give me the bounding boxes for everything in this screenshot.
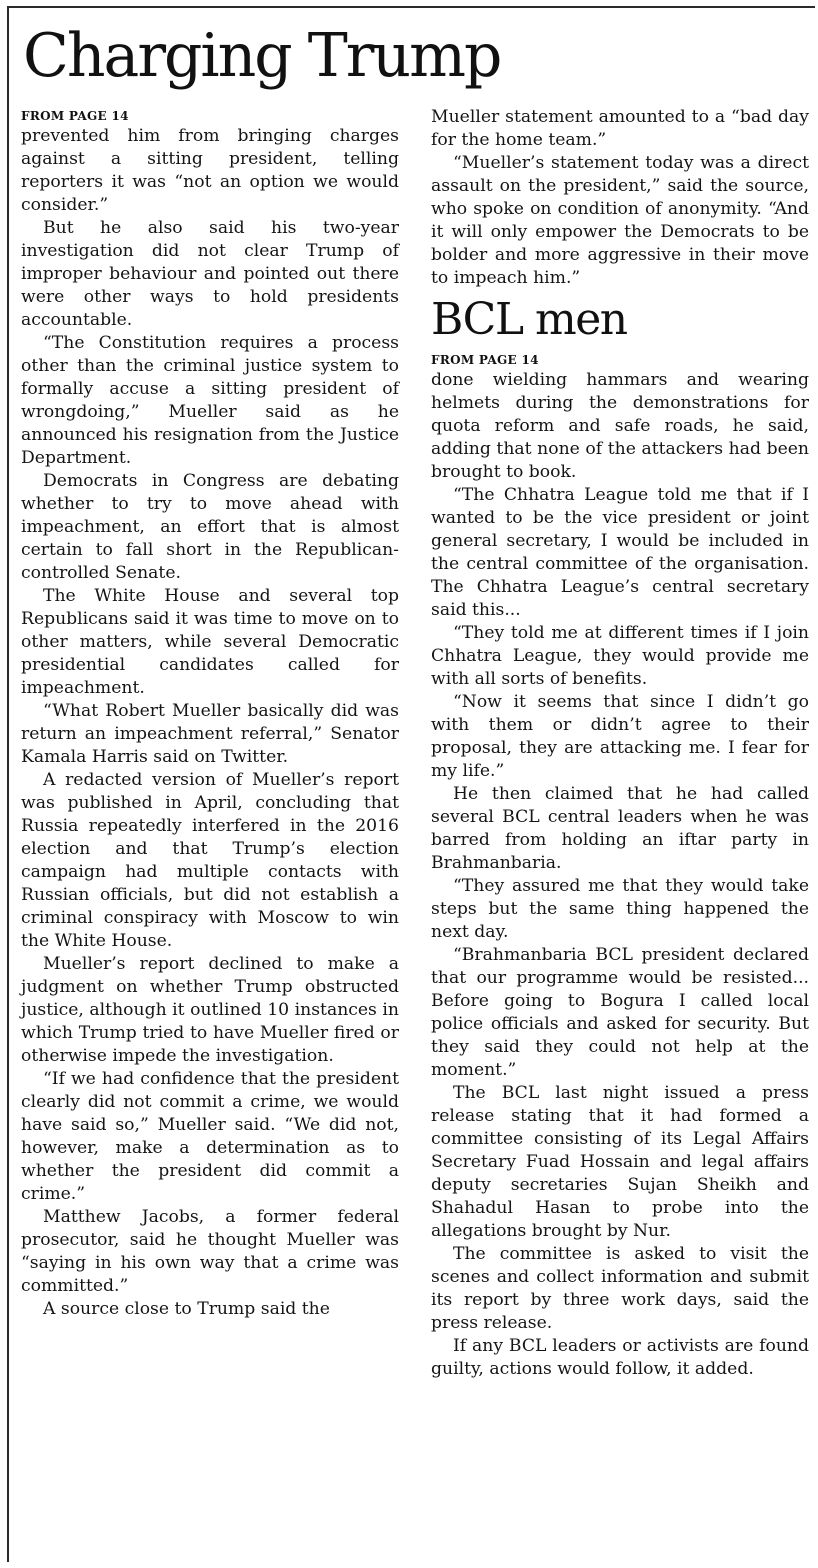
- paragraph: Democrats in Congress are debating whether to try to move ahead with impeachment, an effort that is almost certain to fall short in the Republican-controlled Senate.: [21, 471, 399, 583]
- paragraph: Matthew Jacobs, a former federal prosecutor, said he thought Mueller was “saying in his own way that a crime was committed.”: [21, 1207, 399, 1296]
- kicker-from-page: FROM PAGE 14: [431, 353, 539, 367]
- paragraph: A source close to Trump said the: [43, 1299, 330, 1319]
- paragraph: If any BCL leaders or activists are found guilty, actions would follow, it added.: [431, 1336, 809, 1379]
- headline-bcl-men: BCL men: [431, 294, 627, 345]
- paragraph: “They told me at different times if I join Chhatra League, they would provide me with all sorts of benefits.: [431, 623, 809, 689]
- paragraph: The White House and several top Republicans said it was time to move on to other matters, while several Democratic presidential candidates called for impeachment.: [21, 586, 399, 698]
- headline-charging-trump: Charging Trump: [23, 21, 501, 91]
- paragraph: “The Constitution requires a process other than the criminal justice system to formally accuse a sitting president of wrongdoing,” Mueller said as he announced his resignation from the Justice Department.: [21, 333, 399, 468]
- paragraph: Mueller’s report declined to make a judgment on whether Trump obstructed justice, although it outlined 10 instances in which Trump tried to have Mueller fired or otherwise impede the investigation.: [21, 954, 399, 1066]
- paragraph: The committee is asked to visit the scenes and collect information and submit its report by three work days, said the press release.: [431, 1244, 809, 1333]
- column-right: [431, 106, 809, 1381]
- paragraph: He then claimed that he had called several BCL central leaders when he was barred from holding an iftar party in Brahmanbaria.: [431, 784, 809, 873]
- paragraph: “They assured me that they would take steps but the same thing happened the next day.: [431, 876, 809, 942]
- paragraph: But he also said his two-year investigation did not clear Trump of improper behaviour and pointed out there were other ways to hold presidents accountable.: [21, 218, 399, 330]
- paragraph: “What Robert Mueller basically did was return an impeachment referral,” Senator Kamala Harris said on Twitter.: [21, 701, 399, 767]
- paragraph: “If we had confidence that the president clearly did not commit a crime, we would have said so,” Mueller said. “We did not, however, make a determination as to whether the president did commit a crime.”: [21, 1069, 399, 1204]
- paragraph: done wielding hammars and wearing helmets during the demonstrations for quota reform and safe roads, he said, adding that none of the attackers had been brought to book.: [431, 370, 809, 482]
- kicker-from-page: FROM PAGE 14: [21, 109, 129, 123]
- paragraph: A redacted version of Mueller’s report was published in April, concluding that Russia repeatedly interfered in the 2016 election and that Trump’s election campaign had multiple contacts with Russian officials, but did not establish a criminal conspiracy with Moscow to win the White House.: [21, 770, 399, 951]
- paragraph-continued: Mueller statement amounted to a “bad day for the home team.”: [431, 107, 809, 150]
- paragraph: “Brahmanbaria BCL president declared that our programme would be resisted... Before going to Bogura I called local police officials and asked for security. But they said they could not help at the moment.”: [431, 945, 809, 1080]
- paragraph-continued: “Mueller’s statement today was a direct assault on the president,” said the source, who spoke on condition of anonymity. “And it will only empower the Democrats to be bolder and more aggressive in their move to impeach him.”: [431, 153, 809, 288]
- paragraph: prevented him from bringing charges against a sitting president, telling reporters it was “not an option we would consider.”: [21, 126, 399, 215]
- newspaper-page: [7, 6, 815, 1562]
- column-left: [21, 108, 399, 1321]
- paragraph: “The Chhatra League told me that if I wanted to be the vice president or joint general secretary, I would be included in the central committee of the organisation. The Chhatra League’s central secretary said this...: [431, 485, 809, 620]
- paragraph: “Now it seems that since I didn’t go with them or didn’t agree to their proposal, they are attacking me. I fear for my life.”: [431, 692, 809, 781]
- paragraph: The BCL last night issued a press release stating that it had formed a committee consisting of its Legal Affairs Secretary Fuad Hossain and legal affairs deputy secretaries Sujan Sheikh and Shahadul Hasan to probe into the allegations brought by Nur.: [431, 1083, 809, 1241]
